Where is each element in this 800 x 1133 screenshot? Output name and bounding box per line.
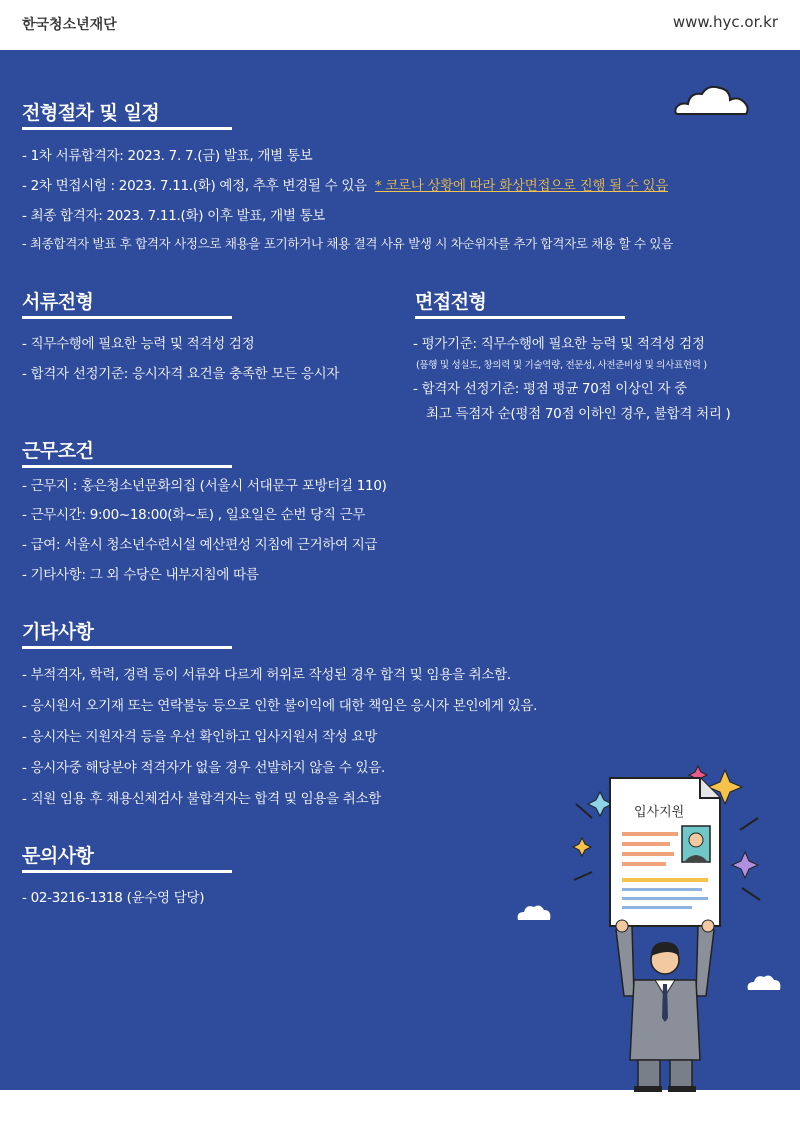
work-conditions-item-4: - 기타사항: 그 외 수당은 내부지침에 따름 — [22, 567, 259, 583]
top-bar — [0, 0, 800, 50]
contact-item-1: - 02-3216-1318 (윤수영 담당) — [22, 890, 205, 906]
website-url[interactable]: www.hyc.or.kr — [672, 13, 778, 31]
others-item-1: - 부적격자, 학력, 경력 등이 서류와 다르게 허위로 작성된 경우 합격 및 임용을 취소함. — [22, 667, 511, 683]
others-item-2: - 응시원서 오기재 또는 연락불능 등으로 인한 불이익에 대한 책임은 응시자 본인에게 있음. — [22, 698, 538, 714]
interview-item-3: 최고 득점자 순(평점 70점 이하인 경우, 불합격 처리 ) — [426, 406, 731, 422]
job-application-illustration — [510, 760, 790, 1095]
others-underline — [22, 646, 232, 649]
work-conditions-title: 근무조건 — [22, 440, 94, 462]
document-screening-item-1: - 직무수행에 필요한 능력 및 적격성 검정 — [22, 336, 255, 352]
paper-title: 입사지원 — [634, 805, 685, 820]
schedule-item-2-text: - 2차 면접시험 : 2023. 7.11.(화) 예정, 추후 변경될 수 있음 — [22, 178, 367, 194]
interview-item-2: - 합격자 선정기준: 평점 평균 70점 이상인 자 중 — [413, 381, 687, 397]
contact-underline — [22, 870, 232, 873]
interview-item-1: - 평가기준: 직무수행에 필요한 능력 및 적격성 검정 — [413, 336, 705, 352]
work-conditions-underline — [22, 465, 232, 468]
others-item-4: - 응시자중 해당분야 적격자가 없을 경우 선발하지 않을 수 있음. — [22, 760, 386, 776]
schedule-item-1: - 1차 서류합격자: 2023. 7. 7.(금) 발표, 개별 통보 — [22, 148, 313, 164]
corona-note: * 코로나 상황에 따라 화상면접으로 진행 될 수 있음 — [374, 178, 669, 194]
document-screening-underline — [22, 316, 232, 319]
work-conditions-item-1: - 근무지 : 홍은청소년문화의집 (서울시 서대문구 포방터길 110) — [22, 478, 387, 494]
schedule-item-4: - 최종합격자 발표 후 합격자 사정으로 채용을 포기하거나 채용 결격 사유 발생 시 차순위자를 추가 합격자로 채용 할 수 있음 — [22, 236, 673, 251]
work-conditions-item-2: - 근무시간: 9:00~18:00(화~토) , 일요일은 순번 당직 근무 — [22, 507, 366, 523]
contact-title: 문의사항 — [22, 845, 94, 867]
interview-title: 면접전형 — [415, 291, 487, 313]
interview-underline — [415, 316, 625, 319]
schedule-item-2 — [22, 174, 668, 194]
schedule-item-3: - 최종 합격자: 2023. 7.11.(화) 이후 발표, 개별 통보 — [22, 208, 326, 224]
others-item-3: - 응시자는 지원자격 등을 우선 확인하고 입사지원서 작성 요망 — [22, 729, 378, 745]
schedule-title: 전형절차 및 일정 — [22, 102, 160, 124]
others-item-5: - 직원 임용 후 채용신체검사 불합격자는 합격 및 임용을 취소함 — [22, 791, 382, 807]
work-conditions-item-3: - 급여: 서울시 청소년수련시설 예산편성 지침에 근거하여 지급 — [22, 537, 378, 553]
interview-criteria-detail: (품행 및 성실도, 창의력 및 기술역량, 전문성, 사전준비성 및 의사표현력 ) — [416, 360, 707, 371]
organization-name: 한국청소년재단 — [22, 17, 117, 33]
document-screening-item-2: - 합격자 선정기준: 응시자격 요건을 충족한 모든 응시자 — [22, 366, 340, 382]
others-title: 기타사항 — [22, 621, 94, 643]
schedule-underline — [22, 127, 232, 130]
cloud-icon — [672, 80, 752, 120]
document-screening-title: 서류전형 — [22, 291, 94, 313]
